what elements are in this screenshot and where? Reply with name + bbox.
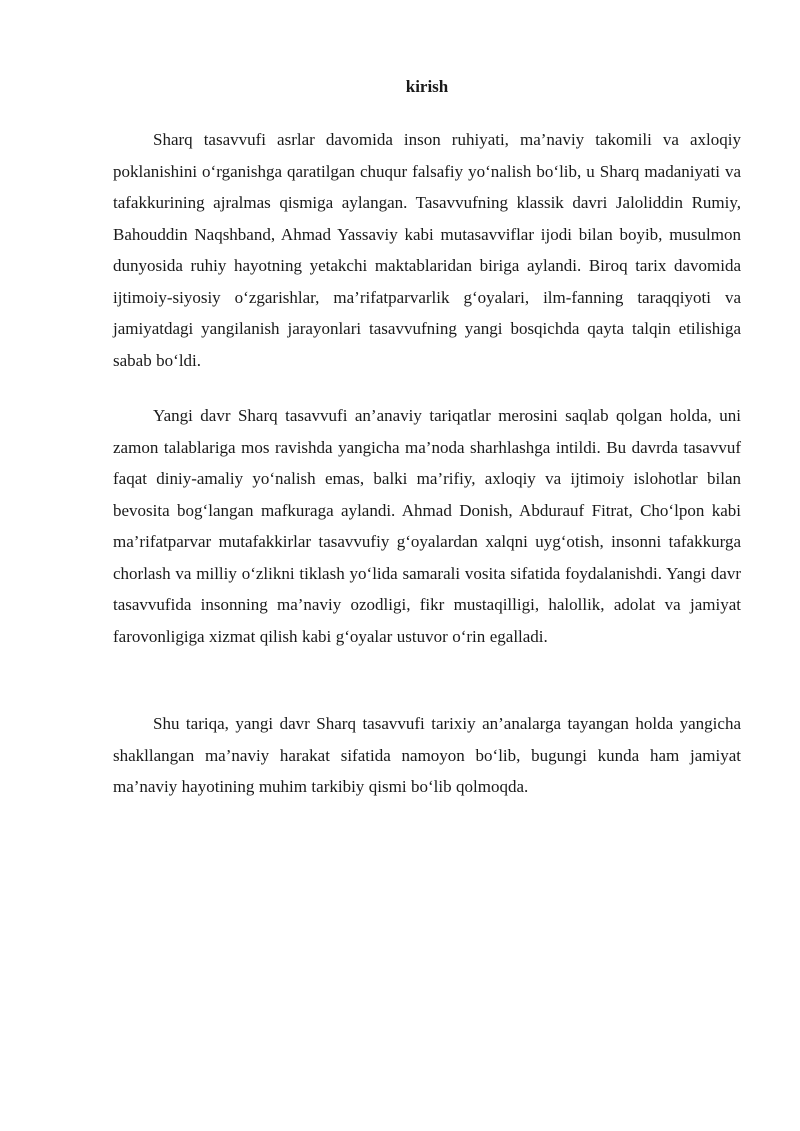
paragraph-3: Shu tariqa, yangi davr Sharq tasavvufi tarixiy an’analarga tayangan holda yangicha shakllangan ma’naviy harakat sifatida namoyon bo‘lib, bugungi kunda ham jamiyat ma’naviy hayotining muhim tarkibiy qismi bo‘lib qolmoqda.	[113, 714, 741, 796]
document-title: kirish	[405, 77, 449, 96]
paragraph-2: Yangi davr Sharq tasavvufi an’anaviy tariqatlar merosini saqlab qolgan holda, uni zamon talablariga mos ravishda yangicha ma’noda sharhlashga intildi. Bu davrda tasavvuf faqat diniy-amaliy yo‘nalish emas, balki ma’rifiy, axloqiy va ijtimoiy islohotlar bilan bevosita bog‘langan mafkuraga aylandi. Ahmad Donish, Abdurauf Fitrat, Cho‘lpon kabi ma’rifatparvar mutafakkirlar tasavvufiy g‘oyalardan xalqni uyg‘otish, insonni tafakkurga chorlash va milliy o‘zlikni tiklash yo‘lida samarali vosita sifatida foydalanishdi. Yangi davr tasavvufida insonning ma’naviy ozodligi, fikr mustaqilligi, halollik, adolat va jamiyat farovonligiga xizmat qilish kabi g‘oyalar ustuvor o‘rin egalladi.	[113, 406, 741, 646]
paragraph-1: Sharq tasavvufi asrlar davomida inson ruhiyati, ma’naviy takomili va axloqiy poklanishini o‘rganishga qaratilgan chuqur falsafiy yo‘nalish bo‘lib, u Sharq madaniyati va tafakkurining ajralmas qismiga aylangan. Tasavvufning klassik davri Jaloliddin Rumiy, Bahouddin Naqshband, Ahmad Yassaviy kabi mutasavviflar ijodi bilan boyib, musulmon dunyosida ruhiy hayotning yetakchi maktablaridan biriga aylandi. Biroq tarix davomida ijtimoiy-siyosiy o‘zgarishlar, ma’rifatparvarlik g‘oyalari, ilm-fanning taraqqiyoti va jamiyatdagi yangilanish jarayonlari tasavvufning yangi bosqichda qayta talqin etilishiga sabab bo‘ldi.	[113, 130, 741, 370]
